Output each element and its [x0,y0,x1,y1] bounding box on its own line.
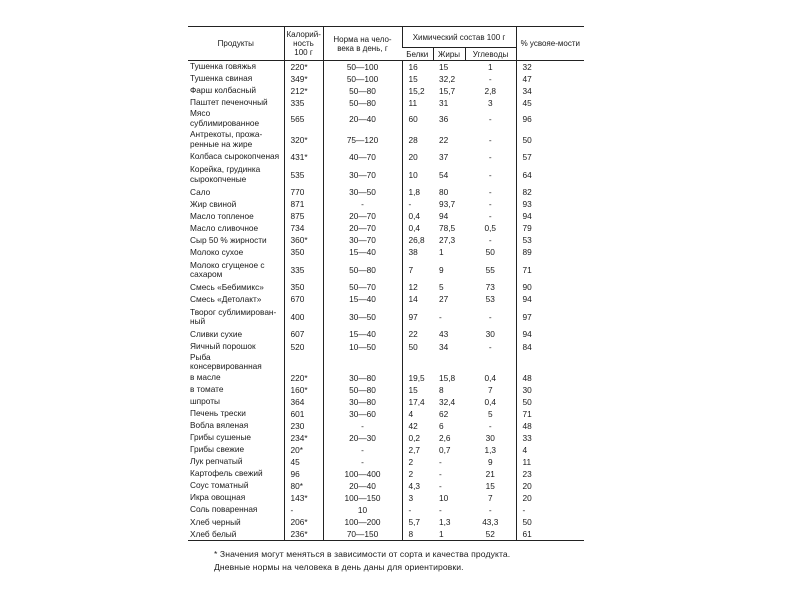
carbs-cell: 7 [487,384,493,395]
product-name: в масле [190,371,221,382]
header-assimilation: % усвояе-мости [516,27,584,61]
carbs-cell: - [488,505,492,516]
assimilation-cell: 20 [516,492,584,504]
carbs-cell: 53 [485,294,495,305]
proteins-cell: 16 [402,61,433,74]
proteins-cell: 15 [402,384,433,396]
table-row [188,504,584,516]
table-row [188,97,584,109]
assimilation-cell: 50 [516,516,584,528]
proteins-cell: 42 [402,420,433,432]
calories-cell: 607 [284,329,323,341]
norm-cell: 20—70 [323,222,402,234]
calories-cell: 364 [284,396,323,408]
fats-cell: 37 [439,152,449,163]
carbs-cell: 30 [485,432,495,443]
assimilation-cell: 4 [516,444,584,456]
proteins-cell: - [402,504,433,516]
carbs-cell: 5 [487,408,493,419]
table-row [188,151,584,163]
assimilation-cell: 94 [516,329,584,341]
norm-cell: 50—100 [323,61,402,74]
fats-cell: 54 [439,169,449,180]
proteins-cell: - [402,198,433,210]
proteins-cell [402,353,433,372]
fats-cell [433,353,465,372]
carbs-cell: 15 [485,481,495,491]
carbs-cell: - [488,199,492,210]
norm-cell: 15—40 [323,294,402,306]
norm-cell: 30—50 [323,186,402,198]
table-row [188,259,584,282]
carbs-cell: 3 [487,98,493,109]
fats-cell: 8 [439,384,444,395]
calories-cell: 160* [284,384,323,396]
calories-cell: 45 [284,456,323,468]
carbs-cell: - [488,311,492,322]
fats-cell: 62 [439,408,449,419]
assimilation-cell: 94 [516,294,584,306]
fats-cell: 1 [433,528,465,541]
norm-cell: 50—80 [323,97,402,109]
norm-cell: 50—80 [323,85,402,97]
norm-cell: 100—150 [323,492,402,504]
product-name: Фарш колбасный [190,85,256,96]
header-fats: Жиры [433,48,465,61]
table-row [188,329,584,341]
proteins-cell: 97 [402,306,433,329]
proteins-cell: 50 [402,341,433,353]
fats-cell: - [439,505,442,516]
carbs-cell: 0,4 [484,396,497,407]
calories-cell: 20* [284,444,323,456]
table-row [188,186,584,198]
norm-cell [323,353,402,372]
fats-cell: 1,3 [439,517,451,528]
calories-cell: - [284,504,323,516]
calories-cell: 520 [284,341,323,353]
product-name: Тушенка свиная [190,73,253,84]
carbs-cell [465,353,516,372]
assimilation-cell: 50 [516,396,584,408]
product-name: Хлеб белый [188,528,284,541]
assimilation-cell: 32 [516,61,584,74]
table-row [188,109,584,128]
carbs-cell: 2,8 [484,85,497,96]
assimilation-cell: 97 [516,306,584,329]
product-name: в томате [190,384,224,395]
calories-cell: 220* [284,372,323,384]
proteins-cell: 28 [402,128,433,151]
fats-cell: 94 [439,211,449,222]
assimilation-cell: 11 [516,456,584,468]
table-row [188,294,584,306]
fats-cell: - [439,311,442,322]
assimilation-cell: 50 [516,128,584,151]
norm-cell: 75—120 [323,128,402,151]
footnotes [214,548,594,574]
fats-cell: 36 [439,113,449,124]
assimilation-cell: 57 [516,151,584,163]
norm-cell: 10 [323,504,402,516]
fats-cell: 15,7 [439,85,456,96]
proteins-cell: 26,8 [402,234,433,246]
table-row [188,444,584,456]
norm-cell: 15—40 [323,246,402,258]
calories-cell: 670 [284,294,323,306]
table-row [188,528,584,541]
proteins-cell: 60 [402,109,433,128]
carbs-cell: 0,5 [484,223,497,234]
assimilation-cell [516,353,584,372]
table-row [188,222,584,234]
fats-cell: 0,7 [439,444,451,455]
proteins-cell: 2 [402,456,433,468]
proteins-cell: 3 [402,492,433,504]
carbs-cell: 30 [485,329,495,340]
norm-cell: 30—80 [323,372,402,384]
carbs-cell: 1 [487,61,493,72]
table-row [188,234,584,246]
proteins-cell: 8 [402,528,433,541]
calories-cell: 400 [284,306,323,329]
product-name: Вобла вяленая [190,420,249,431]
header-calories: Калорий-ность 100 г [284,27,323,61]
fats-cell: 31 [439,98,449,109]
proteins-cell: 17,4 [402,396,433,408]
product-name: Рыба консервированная [190,351,262,372]
proteins-cell: 11 [402,97,433,109]
calories-cell: 234* [284,432,323,444]
norm-cell: 50—80 [323,384,402,396]
proteins-cell: 5,7 [402,516,433,528]
proteins-cell: 1,8 [402,186,433,198]
carbs-cell: - [488,211,492,222]
product-name: Сало [190,186,211,197]
calories-cell: 871 [284,198,323,210]
header-proteins: Белки [402,48,433,61]
fats-cell: 22 [439,134,449,145]
norm-cell: 30—50 [323,306,402,329]
proteins-cell: 38 [402,246,433,258]
proteins-cell: 4,3 [402,480,433,492]
table-row [188,128,584,151]
table-row [188,246,584,258]
carbs-cell: - [488,341,492,352]
product-name: Яичный порошок [190,340,256,351]
calories-cell: 320* [284,128,323,151]
fats-cell: 80 [439,187,449,198]
carbs-cell: - [488,169,492,180]
carbs-cell: 50 [485,247,495,258]
product-name: Антрекоты, прожа-ренные на жире [190,129,263,149]
product-name: Соус томатный [190,480,249,491]
norm-cell: 30—70 [323,163,402,186]
carbs-cell: 21 [485,468,495,479]
proteins-cell: 0,4 [402,222,433,234]
fats-cell: 5 [439,282,444,293]
carbs-cell: - [488,134,492,145]
assimilation-cell: 84 [516,341,584,353]
product-name: Тушенка говяжья [190,61,256,72]
table-row [188,516,584,528]
calories-cell: 349* [284,73,323,85]
calories-cell: 335 [284,97,323,109]
product-name: Молоко сгущеное с сахаром [190,259,265,280]
fats-cell: 6 [439,420,444,431]
table-row [188,480,584,492]
fats-cell: - [439,481,442,491]
product-name: Смесь «Бебимикс» [190,281,264,292]
fats-cell: 15,8 [439,372,456,383]
assimilation-cell: 33 [516,432,584,444]
calories-cell: 734 [284,222,323,234]
assimilation-cell: 82 [516,186,584,198]
table-row [188,61,584,74]
fats-cell: 78,5 [439,223,456,234]
table-row [188,456,584,468]
product-name: Молоко сухое [190,246,244,257]
assimilation-cell: 93 [516,198,584,210]
header-products: Продукты [188,27,284,61]
proteins-cell: 7 [402,259,433,282]
proteins-cell: 15 [402,73,433,85]
product-name: Соль поваренная [190,504,258,515]
carbs-cell: - [488,152,492,163]
proteins-cell: 2 [402,468,433,480]
assimilation-cell: 45 [516,97,584,109]
assimilation-cell: 53 [516,234,584,246]
carbs-cell: 0,4 [484,372,497,383]
footnote-daily-norms: Дневные нормы на человека в день даны для ориентировки. [214,562,464,572]
assimilation-cell: 90 [516,282,584,294]
product-name: Смесь «Детолакт» [190,293,262,304]
proteins-cell: 0,4 [402,210,433,222]
product-name: Жир свиной [190,198,237,209]
norm-cell: 20—30 [323,432,402,444]
calories-cell: 206* [284,516,323,528]
assimilation-cell: 89 [516,246,584,258]
calories-cell: 350 [284,246,323,258]
fats-cell: 2,6 [439,432,451,443]
proteins-cell: 22 [402,329,433,341]
assimilation-cell: 71 [516,259,584,282]
calories-cell: 230 [284,420,323,432]
norm-cell: 50—70 [323,282,402,294]
assimilation-cell: - [516,504,584,516]
norm-cell: 50—100 [323,73,402,85]
table-row [188,306,584,329]
fats-cell: 10 [439,493,449,504]
carbs-cell: 55 [485,264,495,275]
norm-cell: 20—70 [323,210,402,222]
product-name: Творог сублимирован-ный [190,306,277,327]
product-name: Корейка, грудинка сырокопченые [190,164,261,184]
product-name: Икра овощная [190,492,246,503]
assimilation-cell: 20 [516,480,584,492]
header-carbs: Углеводы [465,48,516,61]
table-row [188,341,584,353]
product-name: Картофель свежий [190,468,263,479]
fats-cell: - [439,468,442,479]
table-row [188,353,584,372]
proteins-cell: 0,2 [402,432,433,444]
calories-cell [284,353,323,372]
nutrition-table [188,26,584,541]
assimilation-cell: 34 [516,85,584,97]
table-header [188,27,584,61]
product-name: Колбаса сырокопченая [190,151,280,162]
calories-cell: 350 [284,282,323,294]
table-row [188,492,584,504]
norm-cell: 15—40 [323,329,402,341]
norm-cell: - [323,420,402,432]
calories-cell: 96 [284,468,323,480]
proteins-cell: 10 [402,163,433,186]
table-row [188,163,584,186]
calories-cell: 220* [284,61,323,74]
table-row [188,198,584,210]
assimilation-cell: 47 [516,73,584,85]
table-body [188,61,584,541]
fats-cell: 32,4 [439,396,456,407]
norm-cell: 30—70 [323,234,402,246]
norm-cell: 100—200 [323,516,402,528]
footnote-variability: * Значения могут меняться в зависимости от сорта и качества продукта. [214,549,511,559]
proteins-cell: 4 [402,408,433,420]
assimilation-cell: 48 [516,372,584,384]
proteins-cell: 15,2 [402,85,433,97]
norm-cell: - [323,456,402,468]
calories-cell: 212* [284,85,323,97]
fats-cell: 32,2 [439,73,456,84]
assimilation-cell: 48 [516,420,584,432]
carbs-cell: 43,3 [482,517,499,528]
assimilation-cell: 61 [516,528,584,541]
norm-cell: - [323,198,402,210]
assimilation-cell: 71 [516,408,584,420]
fats-cell: 93,7 [439,199,456,210]
calories-cell: 431* [284,151,323,163]
calories-cell: 236* [284,528,323,541]
table-row [188,282,584,294]
product-name: Лук репчатый [190,456,243,467]
norm-cell: - [323,444,402,456]
carbs-cell: 1,3 [484,444,497,455]
norm-cell: 30—80 [323,396,402,408]
proteins-cell: 19,5 [402,372,433,384]
fats-cell: 27,3 [439,235,456,246]
carbs-cell: - [488,235,492,246]
fats-cell: - [439,456,442,467]
norm-cell: 30—60 [323,408,402,420]
calories-cell: 601 [284,408,323,420]
product-name: Хлеб черный [190,516,241,527]
proteins-cell: 20 [402,151,433,163]
assimilation-cell: 96 [516,109,584,128]
norm-cell: 70—150 [323,528,402,541]
table-row [188,420,584,432]
fats-cell: 9 [439,264,444,275]
norm-cell: 100—400 [323,468,402,480]
assimilation-cell: 30 [516,384,584,396]
table-row [188,73,584,85]
norm-cell: 40—70 [323,151,402,163]
assimilation-cell: 23 [516,468,584,480]
product-name: Грибы сушеные [190,432,252,443]
table-row [188,432,584,444]
calories-cell: 143* [284,492,323,504]
fats-cell: 43 [439,329,449,340]
calories-cell: 875 [284,210,323,222]
norm-cell: 50—80 [323,259,402,282]
norm-cell: 20—40 [323,480,402,492]
carbs-cell: 9 [487,456,493,467]
header-composition: Химический состав 100 г [402,27,516,48]
product-name: Масло сливочное [190,222,259,233]
carbs-cell: 52 [465,528,516,541]
fats-cell: 15 [439,61,449,72]
carbs-cell: - [488,420,492,431]
product-name: Паштет печеночный [190,97,268,108]
calories-cell: 770 [284,186,323,198]
table-row [188,384,584,396]
table-row [188,468,584,480]
carbs-cell: - [488,73,492,84]
fats-cell: 1 [439,247,444,258]
calories-cell: 335 [284,259,323,282]
calories-cell: 80* [284,480,323,492]
table-row [188,408,584,420]
assimilation-cell: 64 [516,163,584,186]
carbs-cell: 73 [485,282,495,293]
proteins-cell: 12 [402,282,433,294]
table-row [188,396,584,408]
calories-cell: 565 [284,109,323,128]
carbs-cell: - [488,113,492,124]
table-row [188,372,584,384]
product-name: Масло топленое [190,210,254,221]
fats-cell: 34 [439,341,449,352]
product-name: Сливки сухие [190,328,243,339]
calories-cell: 535 [284,163,323,186]
fats-cell: 27 [439,294,449,305]
product-name: шпроты [190,396,220,407]
proteins-cell: 14 [402,294,433,306]
table-row [188,210,584,222]
header-norm: Норма на чело-века в день, г [323,27,402,61]
calories-cell: 360* [284,234,323,246]
norm-cell: 10—50 [323,341,402,353]
document-page [188,26,584,541]
proteins-cell: 2,7 [402,444,433,456]
assimilation-cell: 79 [516,222,584,234]
carbs-cell: - [488,187,492,198]
product-name: Мясо сублимированное [190,108,260,128]
product-name: Печень трески [190,408,246,419]
assimilation-cell: 94 [516,210,584,222]
table-row [188,85,584,97]
carbs-cell: 7 [487,493,493,504]
product-name: Грибы свежие [190,444,245,455]
product-name: Сыр 50 % жирности [190,234,267,245]
norm-cell: 20—40 [323,109,402,128]
